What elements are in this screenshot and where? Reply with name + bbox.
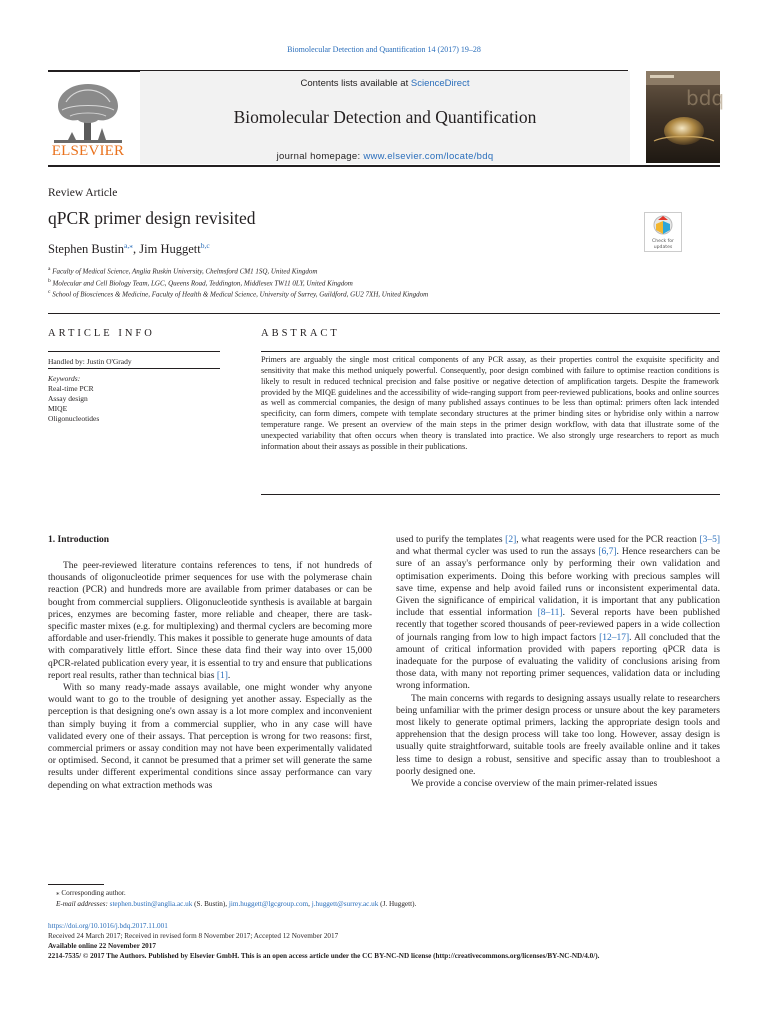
license-statement: 2214-7535/ © 2017 The Authors. Published by Elsevier GmbH. This is an open access article under the CC BY-NC-ND license (http://creativecommons.org/licenses/BY-NC-ND/4.0/). (48, 952, 600, 960)
citation-link[interactable]: [1] (216, 670, 228, 681)
doi-link[interactable]: https://doi.org/10.1016/j.bdq.2017.11.001 (48, 922, 168, 930)
homepage-prefix: journal homepage: (276, 151, 364, 162)
journal-homepage-link[interactable]: www.elsevier.com/locate/bdq (363, 151, 494, 162)
keywords-label: Keywords: (48, 374, 81, 383)
masthead-rule-bottom (48, 165, 720, 167)
masthead-banner (140, 71, 630, 164)
paragraph-text: , what reagents were used for the PCR reaction (516, 535, 700, 545)
section-heading-introduction: 1. Introduction (48, 535, 110, 545)
available-online: Available online 22 November 2017 (48, 942, 156, 950)
abstract-text: Primers are arguably the single most critical components of any PCR assay, as their properties control the exquisite specificity and sensitivity that make this method uniquely powerful. Consequently, poor design combined with failure to optimise reaction conditions is likely to result in reduced technical precision and false positive or negative detection of amplification targets. Despite the framework provided by the MIQE guidelines and the accessibility of wide-ranging support from peer-reviewed publications, books and online sources as well as commercial companies, the design of many published assays continues to be less than optimal: primers often lack intended specificity, can form dimers, compete with template secondary structures at the primer binding sites or hybridise only within a narrow temperature range. We present an overview of the main steps in the primer design workflow, with data that illustrate some of the unexpected variability that often occurs when theory is translated into practice. We also strongly urge researchers to report as much information about their assays as possible in their publications. (261, 355, 719, 451)
elsevier-tree-logo-icon[interactable] (48, 78, 128, 162)
email-link[interactable]: j.huggett@surrey.ac.uk (311, 899, 379, 908)
email-owner: (J. Huggett). (378, 899, 417, 908)
body-column-right (396, 534, 720, 790)
affiliation-text: Faculty of Medical Science, Anglia Ruskin University, Chelmsford CM1 1SQ, United Kingdom (52, 267, 318, 276)
citation-link[interactable]: [3–5] (699, 535, 721, 545)
journal-masthead (48, 70, 725, 166)
footnotes (56, 888, 416, 909)
author-list (48, 241, 210, 257)
handled-by-rule (48, 368, 220, 369)
handled-by: Handled by: Justin O'Grady (48, 357, 132, 366)
citation-link[interactable]: [2] (505, 535, 517, 545)
body-paragraph (396, 534, 720, 693)
body-paragraph (48, 682, 372, 792)
svg-text:bdq: bdq (686, 86, 725, 110)
paragraph-text: The peer-reviewed literature contains references to tens, if not hundreds of thousands of oligonucleotide primer sequences for use with the polymerase chain reaction (PCR) and hundreds more are available from primer databases or can be bought from commercial suppliers. Oligonucleotide synthesis is available at bargain prices, enzymes are becoming faster, more reliable and cheaper, there are task-specific master mixes (e.g. for multiplexing) and thermal cyclers are becoming more affordable and user-friendly. This makes it possible to generate huge amounts of data with comparatively little effort. Since these data find their way into over 15,000 qPCR-related publication every year, it is essential to try and ensure that publications report real results, rather than technical bias (48, 561, 372, 681)
paragraph-text: With so many ready-made assays available, one might wonder why anyone would want to go to the trouble of designing yet another assay. Especially as the perception is that designing one's own assay is a lot more complex and inconvenient than simply buying it from a commercial supplier, who in any case will have validated every one of their assays. That perception is wrong for two reasons: first, commercial primers or assay condition may not have been experimentally validated or optimised. Second, it cannot be presumed that a primer set will generate the same results under different experimental conditions since assay performance can vary depending on what extraction methods was (48, 683, 372, 791)
body-column-left (48, 560, 372, 792)
keyword-item: MIQE (48, 404, 68, 413)
check-for-updates-icon[interactable] (644, 212, 682, 252)
paragraph-text: We provide a concise overview of the main primer-related issues (411, 779, 658, 790)
body-paragraph (396, 778, 720, 790)
paragraph-text: used to purify the templates (396, 535, 506, 545)
email-owner: (S. Bustin), (192, 899, 229, 908)
email-label: E-mail addresses: (56, 899, 110, 908)
email-link[interactable]: stephen.bustin@anglia.ac.uk (109, 899, 193, 908)
affiliation-text: Molecular and Cell Biology Team, LGC, Queens Road, Teddington, Middlesex TW11 0LY, United Kingdom (52, 278, 353, 287)
journal-homepage-line (140, 151, 630, 162)
paragraph-text: . All concluded that the amount of critical information provided with papers reporting qPCR data is inadequate for the purpose of evaluating the validity of conclusions arising from those data, with many not reporting primer sequences, validation data or including wrong information. (396, 632, 720, 692)
abstract-heading: ABSTRACT (261, 328, 340, 339)
author-affiliation-marker[interactable]: a,⁎ (124, 241, 134, 250)
affiliation-marker: c (48, 289, 51, 295)
keywords-block (48, 374, 99, 424)
author-name: Stephen Bustin (48, 242, 125, 257)
email-owner: , (308, 899, 312, 908)
contents-available-line (140, 78, 630, 89)
keyword-item: Real-time PCR (48, 384, 94, 393)
paragraph-tail: . (227, 670, 231, 681)
journal-cover-image[interactable] (646, 71, 725, 163)
contents-prefix: Contents lists available at (300, 78, 411, 89)
affiliation-marker: a (48, 266, 51, 272)
corresponding-author-note: ⁎ Corresponding author. (56, 889, 126, 897)
affiliation-text: School of Biosciences & Medicine, Faculty of Health & Medical Science, University of Surrey, Guildford, GU2 7XH, United Kingdom (52, 290, 429, 299)
article-title: qPCR primer design revisited (48, 208, 256, 228)
paragraph-text: and what thermal cycler was used to run the assays (396, 547, 599, 558)
citation-link[interactable]: [8–11] (537, 608, 563, 619)
article-info-heading: ARTICLE INFO (48, 328, 155, 339)
svg-text:Check for: Check for (652, 239, 674, 244)
article-info-rule (48, 351, 220, 352)
svg-text:updates: updates (653, 245, 673, 250)
elsevier-wordmark: ELSEVIER (51, 143, 125, 159)
body-paragraph (48, 560, 372, 682)
author-affiliation-marker[interactable]: b,c (200, 241, 210, 250)
journal-title: Biomolecular Detection and Quantification (233, 107, 537, 127)
journal-citation[interactable]: Biomolecular Detection and Quantification 14 (2017) 19–28 (287, 45, 481, 54)
author-name: Jim Huggett (139, 242, 201, 257)
email-link[interactable]: jim.huggett@lgcgroup.com (228, 899, 309, 908)
article-history (48, 921, 599, 961)
body-paragraph (396, 693, 720, 778)
section-divider (48, 313, 720, 314)
sciencedirect-link[interactable]: ScienceDirect (410, 78, 470, 89)
paragraph-text: . Hence researchers can be sure of an assay's performance only by performing their own validation and optimisation experiments. Doing this before working with precious samples will save time, expense and help avoid failed runs or inconsistent experimental data. Given the significance of empirical validation, it is important that any publication include that essential information (396, 547, 720, 619)
keyword-item: Oligonucleotides (48, 414, 100, 423)
article-type: Review Article (48, 187, 118, 199)
affiliation-c (48, 289, 428, 298)
abstract-rule-bottom (261, 494, 720, 495)
paragraph-text: The main concerns with regards to designing assays usually relate to researchers being unfamiliar with the primer design process or unsure about the key parameters most likely to generate optimal primers, lacking the appropriate design tools and apprehension that the design process will take too long. However, assay design is usually quite straightforward, suitable tools are freely available online and it takes less time to design a robust, sensitive and specific assay than to troubleshoot a poorly designed one. (396, 693, 720, 777)
citation-link[interactable]: [6,7] (598, 547, 617, 558)
author-separator: , (133, 242, 140, 257)
affiliation-a (48, 266, 317, 275)
keyword-item: Assay design (48, 394, 88, 403)
footnote-rule (48, 884, 104, 885)
affiliation-marker: b (48, 277, 51, 284)
paragraph-text: . Several reports have been published recently that together scored thousands of peer-reviewed papers in a wide collection of journals ranging from low to high impact factors (396, 608, 720, 643)
email-addresses (56, 899, 416, 910)
citation-link[interactable]: [12–17] (599, 632, 630, 643)
abstract-rule-top (261, 351, 720, 352)
received-dates: Received 24 March 2017; Received in revised form 8 November 2017; Accepted 12 November 2017 (48, 932, 339, 940)
affiliation-b (48, 278, 353, 287)
